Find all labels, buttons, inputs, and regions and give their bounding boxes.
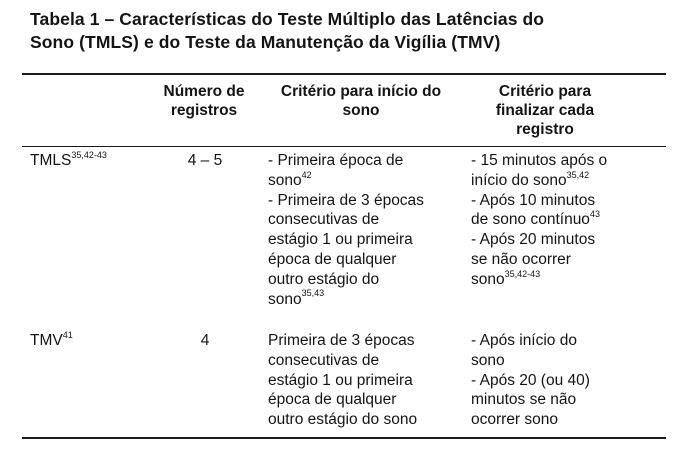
row-inicio-tmv [268,331,468,430]
cell-line: outro estágio do sono [268,411,418,429]
row-label-tmv [30,331,73,351]
cell-line: outro estágio do [268,270,380,288]
test-name: TMV [30,332,63,349]
cell-line: estágio 1 ou primeira [268,371,413,389]
reference-superscript: 41 [62,329,73,340]
cell-line: consecutivas de [268,211,380,229]
cell-line: sono$^{42}$ [268,169,312,189]
row-label-tmls [30,151,107,171]
cell-line: época de qualquer [268,391,397,409]
header-divider-rule [22,146,666,147]
row-fim-tmv [471,331,651,430]
cell-line: - Primeira época de [268,152,404,169]
row-count-tmls: 4 – 5 [187,152,223,169]
test-name: TMLS [30,152,72,169]
header-criterio-finalizar [460,82,630,139]
reference-superscript: 35,42 [566,169,590,180]
row-count-tmv: 4 [200,332,210,349]
cell-line: sono [471,351,505,369]
header-line: registro [516,121,574,138]
header-line: Critério para [498,83,592,100]
reference-superscript: 43 [589,209,600,220]
cell-line: - Após início do [471,332,577,349]
cell-line: - 15 minutos após o [471,152,608,169]
cell-line: se não ocorrer [471,250,571,268]
cell-line: época de qualquer [268,250,397,268]
title-line: Tabela 1 – Características do Teste Múltiplo das Latências do [30,9,545,29]
header-criterio-inicio [256,82,466,120]
cell-line: minutos se não [471,391,577,409]
cell-line: Primeira de 3 épocas [268,332,415,349]
cell-line: sono$^{35,42-43}$ [471,268,541,288]
reference-superscript: 35,43 [301,288,325,299]
cell-line: início do sono$^{35,42}$ [471,169,590,189]
table-top-rule [22,73,666,75]
header-line: sono [342,102,380,119]
cell-line: - Primeira de 3 épocas [268,191,424,209]
cell-line: - Após 10 minutos [471,191,596,209]
cell-line: de sono contínuo$^{43}$ [471,209,600,229]
header-line: Critério para início do [280,83,442,100]
reference-superscript: 42 [301,169,312,180]
header-line: registros [170,102,238,119]
row-fim-tmls [471,151,651,290]
title-line: Sono (TMLS) e do Teste da Manutenção da Vigília (TMV) [30,32,501,52]
header-line: finalizar cada [495,102,595,119]
table-bottom-rule [22,437,666,439]
table-title [30,8,670,54]
cell-line: - Após 20 minutos [471,231,596,249]
header-numero-registros [148,82,260,120]
cell-line: consecutivas de [268,351,380,369]
cell-line: ocorrer sono [471,411,559,429]
header-line: Número de [163,83,245,100]
reference-superscript: 35,42-43 [504,268,541,279]
row-inicio-tmls [268,151,468,309]
cell-line: sono$^{35,43}$ [268,288,325,308]
cell-line: estágio 1 ou primeira [268,231,413,249]
reference-superscript: 35,42-43 [71,149,107,160]
cell-line: - Após 20 (ou 40) [471,371,590,389]
